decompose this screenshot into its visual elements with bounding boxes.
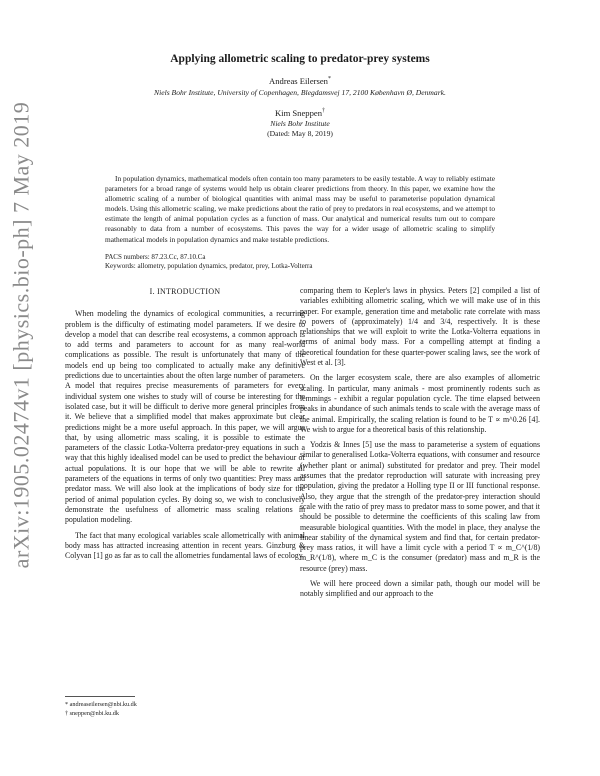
right-paragraph-1: comparing them to Kepler's laws in physics. Peters [2] compiled a list of variables exhibiting allometric scaling, which we will make use of in this paper. For example, generation time and metabolic rate correlate with mass to powers of (approximately) 1/4 and 3/4, respectively. It is these relationships that we will exploit to write the Lotka-Volterra equations in terms of animal body mass. For a compelling attempt at finding a theoretical foundation for these quarter-power scaling laws, see the work of West et al. [3]. xyxy=(300,286,540,368)
author-2-name: Kim Sneppen xyxy=(274,108,322,118)
right-paragraph-2: On the larger ecosystem scale, there are also examples of allometric scaling. In particular, many animals - most prominently rodents such as lemmings - exhibit a regular population cycle. The time elapsed between peaks in abundance of such animals tends to scale with the average mass of the animal. Empirically, the scaling relation is found to be T ∝ m^0.26 [4]. We wish to argue for a theoretical basis of this relationship. xyxy=(300,373,540,434)
abstract: In population dynamics, mathematical models often contain too many parameters to be easily testable. A way to reliably estimate parameters for a broad range of systems would help us obtain clearer predictions from theory. In this paper, we examine how the allometric scaling of a number of biological quantities with animal mass may be useful to parameterise population dynamical models. Using this allometric scaling, we make predictions about the ratio of prey to predators in real ecosystems, and we attempt to estimate the length of animal population cycles as a function of mass. Our analytical and numerical results turn out to compare reasonably to data from a number of ecosystems. This paves the way for a wider usage of allometric scaling to simplify mathematical models in population dynamics and make testable predictions. xyxy=(105,174,495,244)
footnote-2: † sneppen@nbi.ku.dk xyxy=(65,710,119,717)
footnote-1: * andreaseilersen@nbi.ku.dk xyxy=(65,701,137,708)
section-heading: I. INTRODUCTION xyxy=(149,287,221,296)
date-line: (Dated: May 8, 2019) xyxy=(267,129,333,138)
left-paragraph-1: When modeling the dynamics of ecological communities, a recurring problem is the difficulty of estimating model parameters. If we desire to develop a model that can describe real ecosystems, a common approach is to add terms and parameters to account for as many real-world complications as possible. The result is unfortunately that many of the models end up being too complicated to actually make any definitive predictions due to uncertainties about the often large number of parameters. A model that requires precise measurements of parameters for every individual system one wishes to study will of course be interesting for the isolated case, but it will be difficult to derive more general principles from it. We believe that a simplified model that makes approximate but clear predictions might be a more useful approach. In this paper, we will argue that, by using allometric mass scaling, it is possible to estimate the parameters of the classic Lotka-Volterra predator-prey equations in such a way that this highly idealised model can be used to predict the behaviour of actual populations. It is our hope that we will be able to rewrite all parameters of the equations in terms of only two quantities: Prey mass and predator mass. We will also look at the implications of body size for the period of animal population cycles. By doing so, we wish to conclusively demonstrate the usefulness of allometric mass scaling relations in population modeling. xyxy=(65,309,305,525)
author-1-affiliation: Niels Bohr Institute, University of Copenhagen, Blegdamsvej 17, 2100 København Ø, Denmark. xyxy=(154,88,446,97)
arxiv-stamp-text: arXiv:1905.02474v1 [physics.bio-ph] 7 May 2019 xyxy=(8,101,33,569)
author-2 xyxy=(0,108,600,118)
author-2-affiliation: Niels Bohr Institute xyxy=(270,119,330,128)
left-paragraph-2: The fact that many ecological variables scale allometrically with animal body mass has attracted increasing attention in recent years. Ginzburg & Colyvan [1] go as far as to call the allometries fundamental laws of ecology, xyxy=(65,530,305,561)
left-column xyxy=(65,287,305,566)
author-1 xyxy=(0,76,600,86)
author-1-mark: * xyxy=(327,76,331,83)
footnotes xyxy=(65,696,305,718)
right-paragraph-4: We will here proceed down a similar path, though our model will be notably simplified and our approach to the xyxy=(300,579,540,599)
author-2-mark: † xyxy=(322,108,326,115)
right-paragraph-3: Yodzis & Innes [5] use the mass to parameterise a system of equations similar to generalised Lotka-Volterra equations, with consumer and resource (whether plant or animal) substituted for predator and prey. Their model assumes that the predator reproduction will saturate with increasing prey population, giving the predator a Holling type II or III functional response. Also, they argue that the strength of the predator-prey interaction should scale with the ratio of prey mass to predator mass to some power, and that it should be possible to determine the coefficients of this scaling law from measurable biological quantities. With the model in place, they analyse the linear stability of the dynamical system and find that, for certain predator-prey mass ratios, it will have a limit cycle with a period T ∝ m_C^(1/8) m_R^(1/8), where m_C is the consumer (predator) mass and m_R is the resource (prey) mass. xyxy=(300,440,540,573)
arxiv-stamp xyxy=(6,55,36,615)
pacs-numbers: PACS numbers: 87.23.Cc, 87.10.Ca xyxy=(105,253,206,261)
right-column xyxy=(300,286,540,605)
author-1-name: Andreas Eilersen xyxy=(269,76,328,86)
footnote-rule xyxy=(65,696,135,697)
keywords: Keywords: allometry, population dynamics, predator, prey, Lotka-Volterra xyxy=(105,262,313,270)
paper-title: Applying allometric scaling to predator-prey systems xyxy=(170,53,430,65)
